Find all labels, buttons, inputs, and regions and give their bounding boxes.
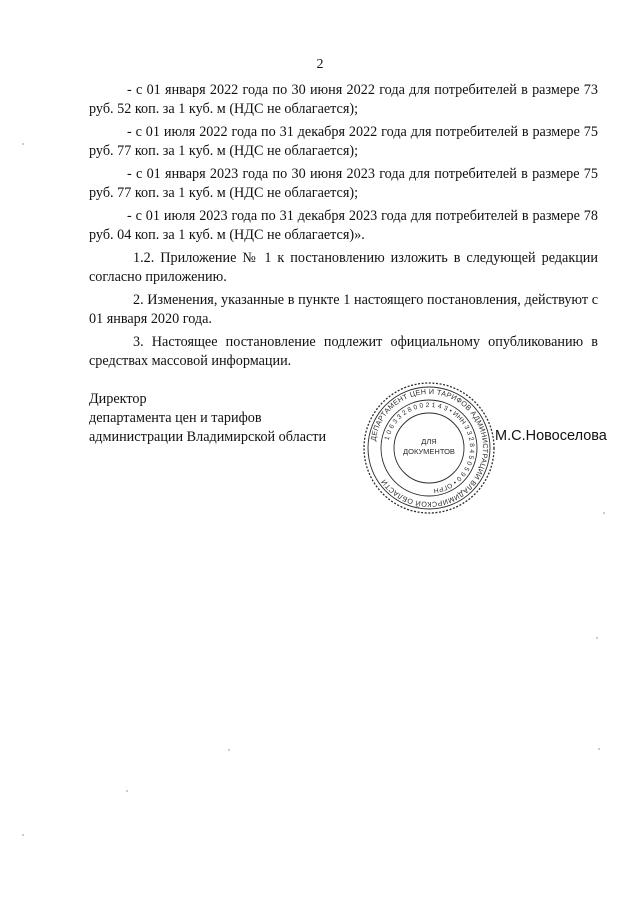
clause-1-2: 1.2. Приложение № 1 к постановлению изложить в следующей редакции согласно приложению. [89,250,598,285]
scan-speck [126,790,128,792]
signatory-title-line-3: администрации Владимирской области [89,429,327,445]
stamp-center-line-1: ДЛЯ [421,437,437,446]
page-number: 2 [316,57,324,72]
tariff-paragraph-1: - с 01 января 2022 года по 30 июня 2022 года для потребителей в размере 73 руб. 52 коп. за 1 куб. м (НДС не облагается); [89,82,598,117]
tariff-paragraph-3: - с 01 января 2023 года по 30 июня 2023 года для потребителей в размере 75 руб. 77 коп. за 1 куб. м (НДС не облагается); [89,166,598,201]
scan-speck [596,637,598,639]
signatory-title-line-2: департамента цен и тарифов [89,410,262,426]
clause-3: 3. Настоящее постановление подлежит официальному опубликованию в средствах массовой информации. [89,334,598,369]
scan-speck [22,834,24,836]
signatory-name: М.С.Новоселова [495,428,607,444]
tariff-paragraph-4: - с 01 июля 2023 года по 31 декабря 2023 года для потребителей в размере 78 руб. 04 коп. за 1 куб. м (НДС не облагается)». [89,208,598,243]
scan-speck [228,749,230,751]
signatory-title [89,390,326,447]
scan-speck [22,143,24,145]
stamp-numbers-text: 1 0 6 3 3 2 8 0 0 2 1 4 3 • ИНН 3 3 2 8 4 5 0 5 9 0 • ОГРН [383,401,476,494]
scan-speck [603,512,605,514]
stamp-ring-text: ДЕПАРТАМЕНТ ЦЕН И ТАРИФОВ АДМИНИСТРАЦИИ ВЛАДИМИРСКОЙ ОБЛАСТИ [368,386,491,510]
official-seal-stamp [362,381,496,515]
document-body [89,81,598,375]
stamp-center-line-2: ДОКУМЕНТОВ [403,447,455,456]
scan-speck [598,748,600,750]
tariff-paragraph-2: - с 01 июля 2022 года по 31 декабря 2022 года для потребителей в размере 75 руб. 77 коп. за 1 куб. м (НДС не облагается); [89,124,598,159]
signatory-title-line-1: Директор [89,391,147,407]
clause-2: 2. Изменения, указанные в пункте 1 настоящего постановления, действуют с 01 января 2020 года. [89,292,598,327]
